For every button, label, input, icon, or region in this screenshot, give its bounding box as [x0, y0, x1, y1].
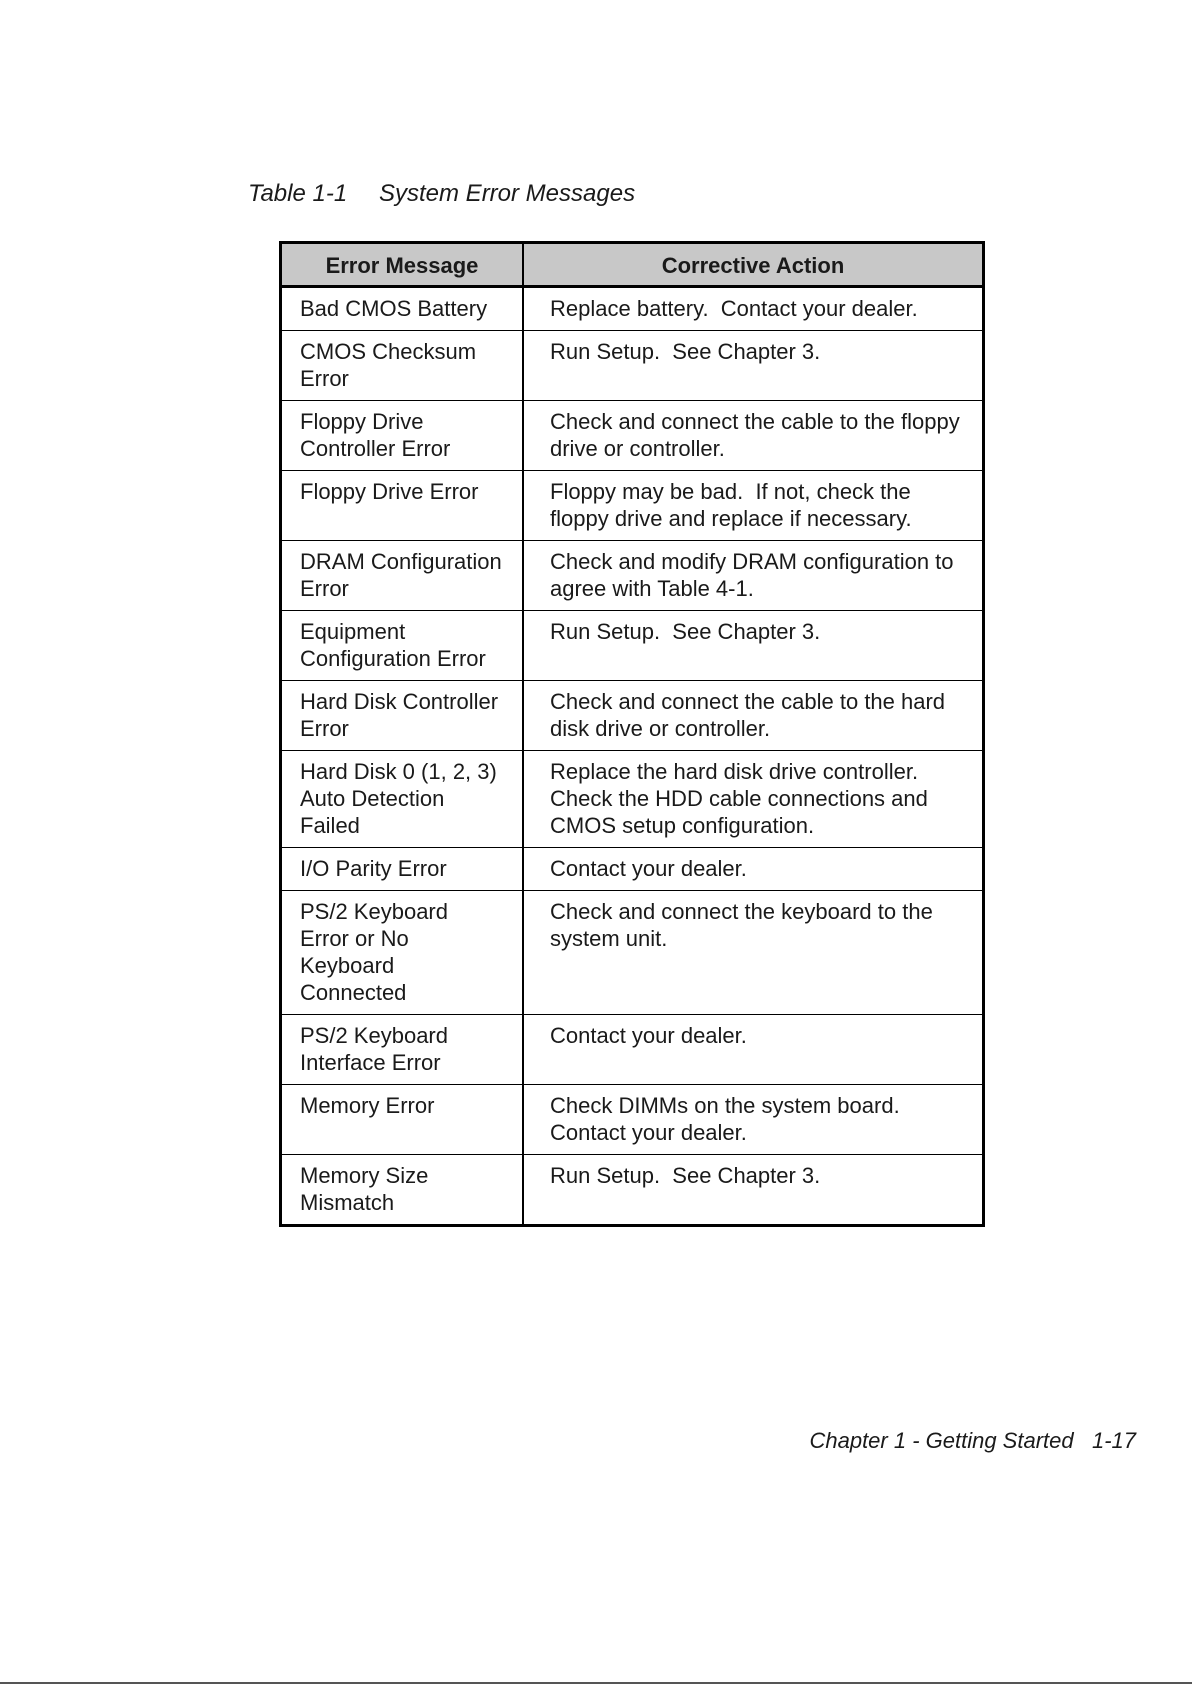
- error-message-line: Failed: [300, 813, 360, 838]
- corrective-action-line: Contact your dealer.: [550, 1120, 747, 1145]
- corrective-action-line: Run Setup. See Chapter 3.: [550, 339, 821, 364]
- error-message-line: Configuration Error: [300, 646, 486, 671]
- error-message-line: Hard Disk Controller: [300, 689, 499, 714]
- corrective-action-line: Replace the hard disk drive controller.: [550, 759, 919, 784]
- error-message-line: DRAM Configuration: [300, 549, 502, 574]
- table-row: [281, 848, 984, 891]
- table-body: [281, 287, 984, 1226]
- corrective-action-cell: [523, 1085, 984, 1155]
- table-row: [281, 891, 984, 1015]
- error-message-cell: [281, 331, 524, 401]
- corrective-action-line: Check and connect the cable to the floppy: [550, 409, 960, 434]
- error-message-line: PS/2 Keyboard: [300, 899, 448, 924]
- page-footer: [809, 1428, 1136, 1454]
- error-message-line: Error: [300, 366, 349, 391]
- error-message-cell: [281, 681, 524, 751]
- corrective-action-line: agree with Table 4-1.: [550, 576, 754, 601]
- corrective-action-line: Check and connect the cable to the hard: [550, 689, 946, 714]
- corrective-action-line: Run Setup. See Chapter 3.: [550, 1163, 821, 1188]
- corrective-action-cell: [523, 401, 984, 471]
- corrective-action-line: CMOS setup configuration.: [550, 813, 815, 838]
- table-number: Table 1-1: [248, 180, 348, 207]
- error-message-cell: [281, 471, 524, 541]
- corrective-action-cell: [523, 681, 984, 751]
- error-message-cell: [281, 891, 524, 1015]
- error-message-line: Memory Size: [300, 1163, 429, 1188]
- error-message-line: Controller Error: [300, 436, 451, 461]
- error-message-line: Interface Error: [300, 1050, 441, 1075]
- corrective-action-line: Check and modify DRAM configuration to: [550, 549, 954, 574]
- error-message-line: Mismatch: [300, 1190, 395, 1215]
- corrective-action-line: system unit.: [550, 926, 668, 951]
- error-message-line: Keyboard: [300, 953, 395, 978]
- error-message-cell: [281, 401, 524, 471]
- corrective-action-cell: [523, 611, 984, 681]
- error-message-line: Equipment: [300, 619, 406, 644]
- error-message-line: Floppy Drive Error: [300, 479, 479, 504]
- table-caption: [248, 180, 635, 208]
- corrective-action-line: Check DIMMs on the system board.: [550, 1093, 900, 1118]
- error-message-line: Floppy Drive: [300, 409, 424, 434]
- error-message-line: Error or No: [300, 926, 409, 951]
- table-row: [281, 1155, 984, 1226]
- error-message-line: Hard Disk 0 (1, 2, 3): [300, 759, 497, 784]
- error-message-cell: [281, 1015, 524, 1085]
- corrective-action-line: Check the HDD cable connections and: [550, 786, 928, 811]
- corrective-action-cell: [523, 1155, 984, 1226]
- error-message-line: CMOS Checksum: [300, 339, 477, 364]
- table-row: [281, 1085, 984, 1155]
- table-row: [281, 401, 984, 471]
- table-header-row: [281, 243, 984, 287]
- header-corrective-action: Corrective Action: [523, 243, 984, 287]
- error-message-cell: [281, 1155, 524, 1226]
- table-row: [281, 751, 984, 848]
- footer-page-number: 1-17: [1091, 1428, 1136, 1453]
- error-message-line: Error: [300, 576, 349, 601]
- error-message-cell: [281, 287, 524, 331]
- table-row: [281, 1015, 984, 1085]
- corrective-action-line: Run Setup. See Chapter 3.: [550, 619, 821, 644]
- error-message-line: Memory Error: [300, 1093, 435, 1118]
- error-message-cell: [281, 848, 524, 891]
- table-title: System Error Messages: [379, 180, 636, 207]
- corrective-action-cell: [523, 1015, 984, 1085]
- error-message-line: Bad CMOS Battery: [300, 296, 488, 321]
- corrective-action-cell: [523, 287, 984, 331]
- header-error-message: Error Message: [281, 243, 524, 287]
- footer-chapter: Chapter 1 - Getting Started: [809, 1428, 1074, 1453]
- corrective-action-cell: [523, 541, 984, 611]
- corrective-action-line: disk drive or controller.: [550, 716, 771, 741]
- corrective-action-line: drive or controller.: [550, 436, 725, 461]
- error-message-line: Error: [300, 716, 349, 741]
- bottom-rule: [0, 1682, 1192, 1684]
- table-row: [281, 471, 984, 541]
- corrective-action-line: Contact your dealer.: [550, 856, 747, 881]
- table-row: [281, 611, 984, 681]
- table-row: [281, 331, 984, 401]
- error-message-cell: [281, 611, 524, 681]
- error-message-cell: [281, 1085, 524, 1155]
- error-messages-table: [279, 241, 985, 1227]
- table-row: [281, 541, 984, 611]
- corrective-action-line: Check and connect the keyboard to the: [550, 899, 933, 924]
- error-message-line: Connected: [300, 980, 407, 1005]
- corrective-action-cell: [523, 848, 984, 891]
- table-row: [281, 287, 984, 331]
- corrective-action-cell: [523, 751, 984, 848]
- error-message-line: Auto Detection: [300, 786, 445, 811]
- corrective-action-line: floppy drive and replace if necessary.: [550, 506, 912, 531]
- corrective-action-line: Contact your dealer.: [550, 1023, 747, 1048]
- corrective-action-cell: [523, 891, 984, 1015]
- corrective-action-cell: [523, 471, 984, 541]
- corrective-action-line: Floppy may be bad. If not, check the: [550, 479, 911, 504]
- table-row: [281, 681, 984, 751]
- error-message-cell: [281, 751, 524, 848]
- error-message-line: PS/2 Keyboard: [300, 1023, 448, 1048]
- error-message-cell: [281, 541, 524, 611]
- error-message-line: I/O Parity Error: [300, 856, 447, 881]
- corrective-action-line: Replace battery. Contact your dealer.: [550, 296, 918, 321]
- corrective-action-cell: [523, 331, 984, 401]
